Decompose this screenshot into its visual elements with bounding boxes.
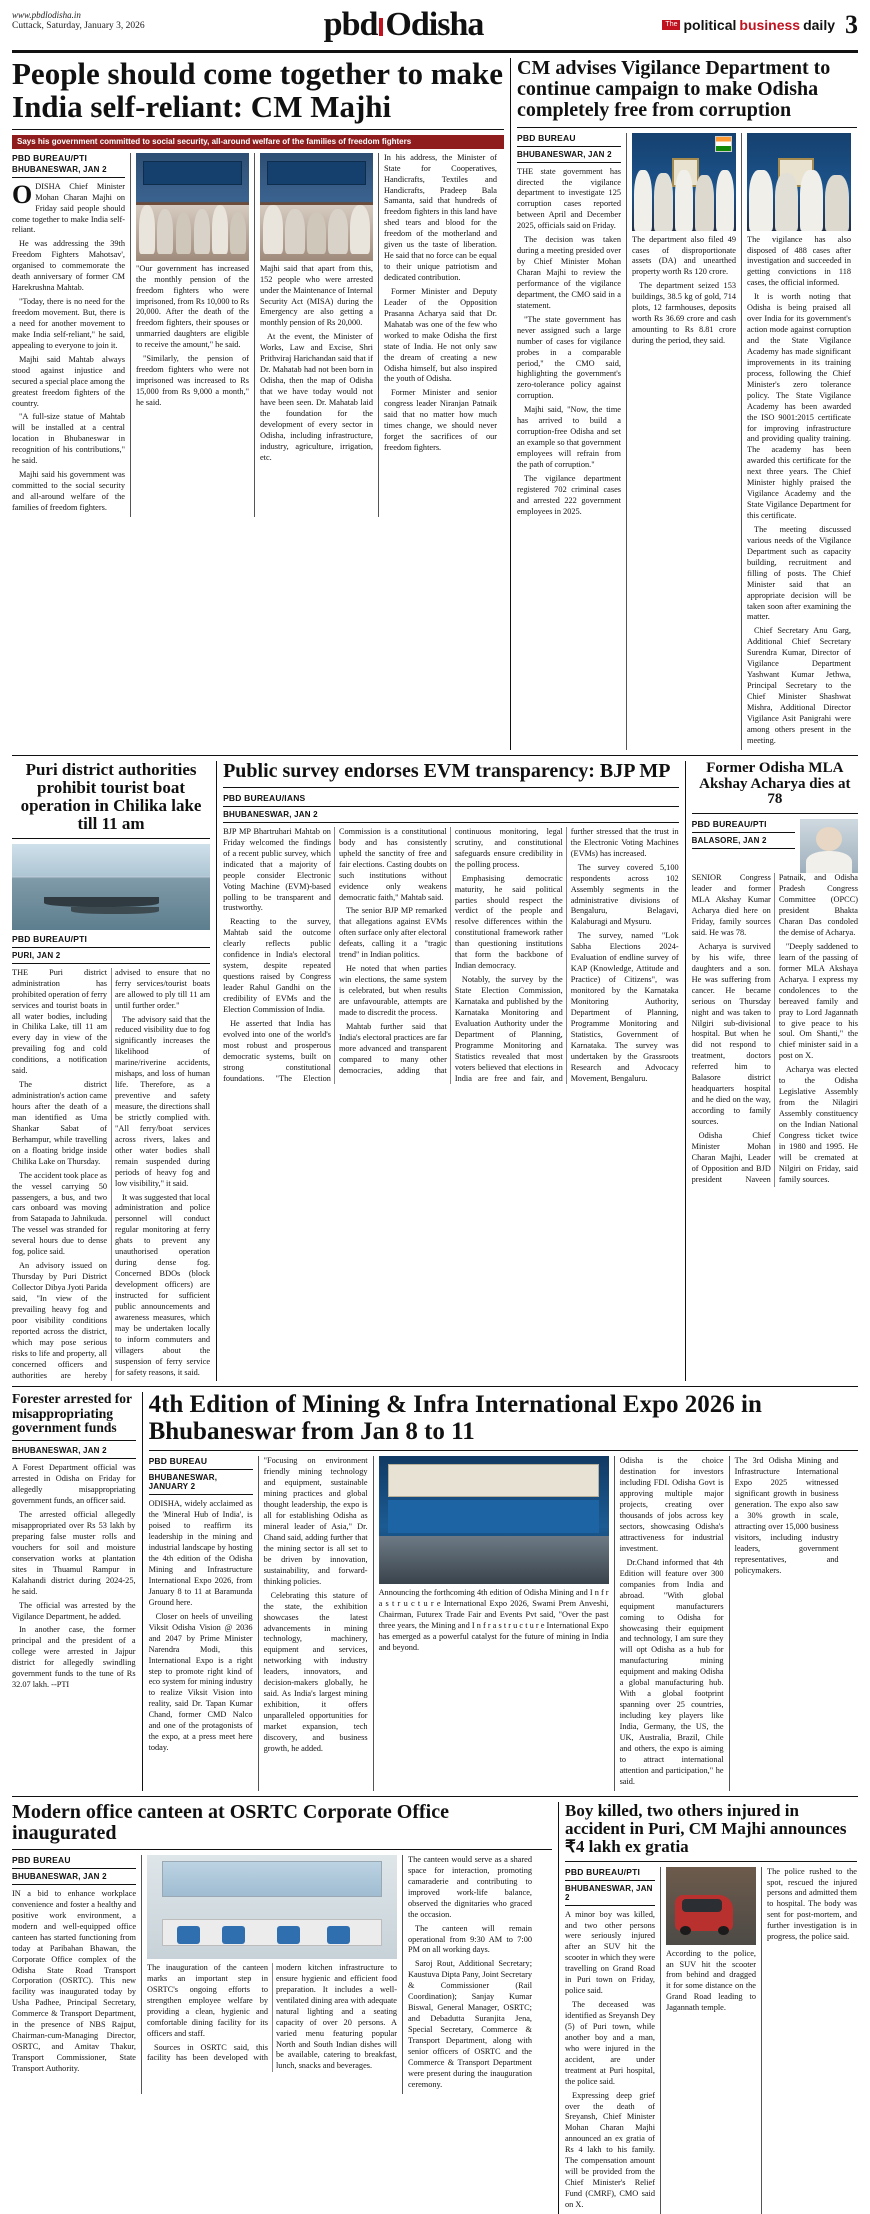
accident-story [565,1802,857,2214]
masthead-logo [145,6,663,44]
top-section [12,58,858,750]
canteen-para-2: Sources in OSRTC said, this facility has been developed with modern kitchen infrastructure to ensure hygienic and efficient food preparation. It includes a well-ventilated dining area with adequate natural lighting and a seating capacity of over 20 persons. A varied menu featuring popular North and South Indian dishes will be available, catering to breakfast, lunch, snacks and beverages. [147,1962,397,2071]
vigilance-photo-2 [747,133,851,231]
evm-para-5: Mahtab further said that India's electoral practices are far more advanced and transparent compared to many other democracies, adding that continuous monitoring, legal scrutiny, and constitutional safeguards ensure credibility in the polling process. [338,826,563,1075]
masthead-right [662,10,858,40]
lead-para-2: "Today, there is no need for the freedom movement. But, there is a need for another movement to make India self-reliant," he said, appealing to everyone to join it. [12,297,125,350]
vigilance-byline: PBD BUREAU [517,132,576,143]
lead-para-0: ODISHA Chief Minister Mohan Charan Majhi on Friday said people should come together to make India self-reliant. [12,179,125,235]
logo [145,6,663,44]
acharya-byline: PBD BUREAU/PTI [691,819,767,830]
chilika-para-1: The district administration's action came hours after the death of a man identified as Uma Shankar Sabat of Berhampur, while travelling on a floating bridge inside Chilika Lake on Thursday. [12,1080,108,1166]
lead-headline: People should come together to make India self-reliant: CM Majhi [12,56,504,124]
chilika-body [12,968,210,1382]
canteen-para-3: The canteen would serve as a shared space for interaction, promoting camaraderie and contributing to improved work-life balance, observed the dignitaries who graced the occasion. [408,1854,532,1919]
chilika-para-0: THE Puri district administration has prohibited operation of ferry services and tourist boats in all water bodies, including in Chilika Lake, till 11 am every day in view of the prevailing fog and cold conditions, a notification said. [12,967,108,1076]
logo-pbd: pbd [323,6,378,43]
lead-byline: PBD BUREAU/PTI [12,152,88,163]
evm-headline: Public survey endorses EVM transparency: BJP MP [223,759,671,782]
lead-para-9: At the event, the Minister of Works, Law and Excise, Shri Prithviraj Harichandan said that if Dr. Mahatab had not been born in Odisha, then the map of Odisha that we have today would not have been seen. Dr. Mahatab laid the foundation for the development of every sector in Odisha, including infrastructure, industry, agriculture, irrigation, etc. [260,332,373,462]
acharya-body [692,873,858,1187]
lead-photo-1 [136,153,249,261]
forester-headline: Forester arrested for misappropriating government funds [12,1391,132,1436]
accident-para-1: The deceased was identified as Sreyansh Dey (5) of Puri town, while another boy and a man, who were injured in the accident, are under treatment at Puri hospital, the police said. [565,2000,655,2086]
vigilance-para-1: The decision was taken during a meeting presided over by Chief Minister Mohan Charan Majhi to review the performance of the vigilance department, the CMO said in a statement. [517,235,621,310]
vigilance-para-9: The meeting discussed various needs of the Vigilance Department such as capacity building, recruitment and filling of posts. The Chief Minister said that an appropriate decision will be taken soon after examining the matter. [747,524,851,622]
vigilance-para-5: The department also filed 49 cases of disproportionate assets (DA) and unearthed property worth Rs 120 crore. [632,234,736,277]
lead-para-10: In his address, the Minister of State for Cooperatives, Handicrafts, Textiles and Handicrafts, Pradeep Bala Samanta, said that hundreds of freedom fighters in this land have shed tears and blood for the freedom of the motherland and given us the taste of liberation. He said that no force can be equal to their unique patriotism and dedicated contribution. [384,152,497,283]
vigilance-para-3: Majhi said, "Now, the time has arrived to build a corruption-free Odisha and set an example so that government employees will refrain from the path of corruption." [517,405,621,469]
canteen-photo [147,1855,397,1959]
accident-col-3 [767,1867,857,2214]
lead-para-5: Majhi said his government was committed to the social security and all-around welfare of the families of freedom fighters. [12,470,125,512]
mining-dateline: BHUBANESWAR, JANUARY 2 [148,1473,218,1492]
website-url: www.pbdlodisha.in [12,10,81,20]
masthead-left [12,10,145,33]
acharya-para-3: "Deeply saddened to learn of the passing of former MLA Akshaya Acharya. I express my condolences to the bereaved family and pray to Lord Jagannath to give peace to his soul. Om Shanti," the chief minister said in a post on X. [778,941,858,1061]
mining-para-0: ODISHA, widely acclaimed as the 'Mineral Hub of India', is poised to reaffirm its leadership in the mining and industrial landscape by hosting the 4th edition of the Odisha Mining and Infrastructure International Expo 2026, from January 8 to 11 at Baramunda Ground here. [148,1499,253,1607]
canteen-para-0: IN a bid to enhance workplace convenience and foster a healthy and positive work environment, a modern and well-equipped office canteen has started functioning from today at Paribahan Bhawan, the Corporate Office complex of the Odisha State Road Transport Corporation (OSRTC). This new facility was inaugurated today by Usha Padhee, Principal Secretary, Commerce & Transport Department, in the presence of NBS Rajput, Chairman-cum-Managing Director, OSRTC, and Amitav Thakur, Transport Commissioner, State Transport Authority. [12,1888,136,2073]
vigilance-story [517,58,857,750]
vigilance-para-8: It is worth noting that Odisha is being praised all over India for its government's action mode against corruption and the State Vigilance Academy has made significant improvements in its training process, following the Chief Minister's zero tolerance policy. The State Vigilance Academy has been awarded the ISO 9001:2015 certificate for improving infrastructure and providing quality training. The academy has been awarded this certificate for the next three years. The Chief Minister highly praised the Vigilance Academy and the State Vigilance Department for this certificate. [747,292,851,520]
forester-dateline: BHUBANESWAR, JAN 2 [12,1446,107,1456]
accident-photo [666,1867,756,1945]
mining-para-2: "Focusing on environment friendly mining technology and equipment, sustainable mining practices and global thought leadership, the expo is all for establishing Odisha as mineral leader of Asia," Dr. Chand said, adding further that the mining sector is all set to be driven by innovation, sustainability, and forward-thinking policies. [263,1456,368,1586]
vigilance-headline: CM advises Vigilance Department to continue campaign to make Odisha completely free from corruption [517,57,831,122]
accident-headline: Boy killed, two others injured in accident in Puri, CM Majhi announces ₹4 lakh ex gratia [565,1800,847,1856]
lead-para-1: He was addressing the 39th Freedom Fighters Mahotsav', organised to commemorate the death anniversary of former CM Harekrushna Mahtab. [12,239,125,293]
chilika-para-4: The advisory said that the reduced visibility due to fog significantly increases the likelihood of marine/riverine accidents, mishaps, and loss of human life. Therefore, as a preventive and safety measure, the directions shall be strictly complied with. "All ferry/boat services across rivers, lakes and other water bodies shall remain suspended during periods of heavy fog and low visibility," it said. [115,1014,211,1188]
chilika-story [12,761,210,1382]
acharya-para-1: Acharya is survived by his wife, three daughters and a son. He was suffering from cancer. He became serious on Thursday night and was taken to Nilgiri sub-divisional hospital. But when he did not respond to treatment, doctors referred him to Balasore district headquarters hospital and he died on the way, according to family sources. [691,941,771,1126]
accident-photo-col [666,1867,756,2214]
lead-dateline: BHUBANESWAR, JAN 2 [12,164,107,174]
mining-para-1: Closer on heels of unveiling Viksit Odisha Vision @ 2036 and 2047 by Prime Minister Narendra Modi, this International Expo is a right step to promote right kind of eco system for mining industry to realize Viksit Vision into reality, said Dr. Tapan Kumar Chand, former CMD Nalco and one of the protagonists of the expo, at a press meet here today. [148,1611,253,1753]
canteen-para-4: The canteen will remain operational from 9:30 AM to 7:00 PM on all working days. [408,1923,532,1955]
canteen-headline: Modern office canteen at OSRTC Corporate Office inaugurated [12,1800,449,1844]
middle-section [12,761,858,1382]
acharya-para-2: Odisha Chief Minister Mohan Charan Majhi, Leader of Opposition and BJD president Naveen Patnaik, and Odisha Pradesh Congress Committee (OPCC) president Bhakta Charan Das condoled the demise of Acharya. [691,873,858,1184]
evm-body [223,827,679,1085]
lead-para-12: Former Minister and senior congress leader Niranjan Patnaik said that no matter how much times change, we should never forget the sacrifices of our freedom fighters. [384,388,497,453]
tagline-political: political [683,17,737,33]
third-section [12,1392,858,1790]
mining-para-6: Dr.Chand informed that 4th Edition will feature over 300 companies from India and abroad. "With global equipment manufacturers coming to Odisha for showcasing their equipment and technology, I am sure they will opt Odisha as a hub for manufacturing mining equipment and making Odisha a global manufacturing hub. With a global footprint spanning over 25 countries, including key players like India, Germany, the US, the UK, Australia, Brazil, Chile and others, the expo is aiming to attract international attention and participation," he said. [619,1557,724,1786]
vigilance-para-10: Chief Secretary Anu Garg, Additional Chief Secretary Surendra Kumar, Director of Vigilance Department Yashwant Kumar Jethwa, Principal Secretary to the Chief Minister Shashwat Mishra, Additional Director Vigilance Asit Panigrahi were among others present in the meeting. [747,626,851,745]
vigilance-para-6: The department seized 153 buildings, 38.5 kg of gold, 714 plots, 12 farmhouses, deposits worth Rs 36.69 crore and cash amounting to Rs 8.81 crore during the period, they said. [632,281,736,345]
forester-para-3: In another case, the former principal and the president of a college were arrested in Jajpur district for allegedly swindling government funds to the tune of Rs 32.07 lakh. --PTI [12,1625,136,1690]
forester-para-1: The arrested official allegedly misappropriated over Rs 53 lakh by preparing false muster rolls and vouchers for soil and moisture conservation works at plantation sites in Thuamul Rampur in Kalahandi district during 2024-25, he said. [12,1510,136,1596]
canteen-col-1 [12,1855,136,2094]
vigilance-para-7: The vigilance has also disposed of 488 cases after investigation and succeeded in getting convictions in 118 cases, the official informed. [747,234,851,288]
accident-col-1 [565,1867,655,2214]
accident-byline: PBD BUREAU/PTI [565,1866,641,1877]
mining-story [149,1392,858,1790]
vigilance-col-2 [632,133,736,750]
accident-dateline: BHUBANESWAR, JAN 2 [565,1883,653,1902]
mining-col-5 [735,1456,839,1790]
vigilance-col-1 [517,133,621,750]
evm-para-7: Notably, the survey by the State Election Commission, Karnataka and published by the Karnataka Monitoring and Evaluation Authority under the Department of Planning, Programme Monitoring and Statistics revealed that most voters believed that elections in India are free and fair, and further stressed that the trust in the Electronic Voting Machines (EVMs) has increased. [454,826,679,1083]
vigilance-col-3 [747,133,851,750]
lead-col-2 [136,153,249,517]
accident-para-3: According to the police, an SUV hit the scooter from behind and dragged it for some distance on the Grand Road leading to Jagannath temple. [666,1948,756,2013]
lead-kicker: Says his government committed to social security, all-around welfare of the families of freedom fighters [12,135,504,149]
evm-para-8: The survey covered 5,100 respondents across 102 Assembly segments in the administrative divisions of Bengaluru, Belagavi, Kalaburagi and Mysuru. [570,862,679,927]
lead-para-8: Majhi said that apart from this, 152 people who were arrested under the Maintenance of Internal Security Act (MISA) during the Emergency are also getting a monthly pension of Rs 20,000. [260,263,373,328]
mining-col-4 [620,1456,724,1790]
mining-col-2 [264,1456,368,1790]
masthead-rule-thin [12,52,858,53]
mining-photo [379,1456,609,1584]
lead-col-4 [384,153,497,517]
lead-col-3 [260,153,373,517]
evm-para-9: The survey, named "Lok Sabha Elections 2024- Evaluation of endline survey of KAP (Knowledge, Attitude and Practice) of Citizens", was monitored by the Karnataka Monitoring Authority, Department of Planning, Programme Monitoring and Statistics, Government of Karnataka. The survey was undertaken by the Grassroots Research and Advocacy Movement, Bengaluru. [570,931,679,1083]
lead-story [12,58,504,750]
evm-para-0: BJP MP Bhartruhari Mahtab on Friday welcomed the findings of a recent public survey, which indicated that a majority of people consider Electronic Voting Machine (EVM)-based polling to be transparent and trustworthy. [223,826,331,913]
acharya-para-0: SENIOR Congress leader and former MLA Akshay Kumar Acharya died here on Friday, family sources said. He was 78. [691,873,771,938]
lead-para-7: "Similarly, the pension of freedom fighters who were not imprisoned was increased to Rs 15,000 from Rs 9,000 a month," he said. [136,354,249,407]
forester-para-2: The official was arrested by the Vigilance Department, he added. [12,1600,136,1621]
forester-story [12,1392,136,1790]
evm-byline: PBD BUREAU/IANS [223,792,306,803]
mining-headline: 4th Edition of Mining & Infra International Expo 2026 in Bhubaneswar from Jan 8 to 11 [148,1391,762,1445]
acharya-photo [800,819,858,873]
masthead [12,6,858,48]
mining-para-4: Announcing the forthcoming 4th edition of Odisha Mining and I n f r a s t r u c t u r e International Expo 2026, Swami Prem Anveshi, Chairman, Futurex Trade Fair and Events Pvt said, "Over the past three years, the Mining and I n f r a s t r u c t u r e International Expo has emerged as a powerful catalyst for the future of mining in India and beyond. [378,1588,609,1653]
chilika-dateline: PURI, JAN 2 [12,950,61,960]
canteen-dateline: BHUBANESWAR, JAN 2 [12,1871,107,1881]
mining-photo-col [379,1456,609,1790]
vigilance-para-4: The vigilance department registered 702 criminal cases and arrested 222 government employees in 2025. [517,473,621,516]
chilika-headline: Puri district authorities prohibit tourist boat operation in Chilika lake till 11 am [20,759,202,833]
accident-para-2: Expressing deep grief over the death of Sreyansh, Chief Minister Mohan Charan Majhi announced an ex gratia of Rs 4 lakh to his family. The compensation amount will be provided from the Chief Minister's Relief Fund (CMRF), CMO said on X. [565,2090,655,2209]
lead-para-11: Former Minister and Deputy Leader of the Opposition Prasanna Acharya said that Dr. Mahatab was one of the few who worked to make Odisha the first state of India. He not only saw the dream of creating a new Odisha himself, but also inspired the youth of Odisha. [384,286,497,384]
place-date: Cuttack, Saturday, January 3, 2026 [12,21,145,32]
section-divider-1 [12,755,858,756]
tagline [662,17,835,33]
chilika-para-3: An advisory issued on Thursday by Puri District Collector Dibya Jyoti Parida said, "In view of the prevailing heavy fog and poor visibility conditions reported across the district, which may pose serious risks to life and property, all concerned officers and authorities are hereby advised to ensure that no ferry services/tourist boats are allowed to ply till 11 am until further order." [12,967,211,1380]
mining-para-5: Odisha is the choice destination for investors including FDI. Odisha Govt is approving multiple major projects, creating over thousands of jobs across key sectors, showcasing Odisha's attractiveness for industrial investment. [619,1456,724,1553]
lead-photo-2 [260,153,373,261]
canteen-story [12,1802,552,2214]
logo-odisha: Odisha [385,6,484,43]
canteen-para-5: Saroj Rout, Additional Secretary; Kaustuva Dipta Pany, Joint Secretary & Commissioner (Rail Coordination); Sanjay Kumar Biswal, General Manager, OSRTC; and Debadutta Suranjita Jena, Special Secretary, Commerce & Transport Department, along with senior officers of OSRTC and the Commerce & Transport Department were present during the inauguration ceremony. [408,1959,532,2089]
canteen-para-1: The inauguration of the canteen marks an important step in OSRTC's ongoing efforts to strengthen employee welfare by providing a clean, hygienic and comfortable dining facility for its officers and staff. [147,1962,268,2038]
evm-para-1: Reacting to the survey, Mahtab said the outcome clearly reflects public confidence in India's electoral system, despite repeated questions raised by Congress leader Rahul Gandhi on the credibility of EVMs and the Election Commission of India. [223,917,331,1014]
accident-para-0: A minor boy was killed, and two other persons were seriously injured after an SUV hit the scooter in which they were travelling on Grand Road in Puri town on Friday, police said. [565,1909,655,1996]
forester-para-0: A Forest Department official was arrested in Odisha on Friday for allegedly misappropriating government funds, an officer said. [12,1463,136,1506]
canteen-photo-col [147,1855,397,2094]
chilika-photo [12,844,210,930]
vigilance-para-0: THE state government has directed the vigilance department to investigate 125 corruption cases reported between April and December 2025, officials said on Friday. [517,166,621,231]
canteen-byline: PBD BUREAU [12,1854,71,1865]
vigilance-para-2: "The state government has never assigned such a large number of cases for vigilance probes in a comparable period," the CMO said, highlighting the government's zero-tolerance policy against corruption. [517,314,621,401]
lead-col-1 [12,153,125,517]
mining-byline: PBD BUREAU [148,1456,208,1467]
tagline-daily: daily [803,17,835,33]
lead-para-6: "Our government has increased the monthly pension of the freedom fighters who were imprisoned, from Rs 10,000 to Rs 20,000. After the death of the freedom fighters, their spouses or unmarried daughters are eligible to receive the amount," he said. [136,263,249,350]
tagline-the: The [662,20,680,30]
acharya-story [692,761,858,1382]
evm-para-2: He asserted that India has evolved into one of the world's most robust and prosperous democratic systems, built on strong constitutional foundations. "The Election Commission is a constitutional body and has consistently upheld the sanctity of free and fair elections. Casting doubts on such institutions without evidence only weakens democratic faith," Mahtab said. [223,826,447,1083]
acharya-headline: Former Odisha MLA Akshay Acharya dies at 78 [699,759,851,808]
evm-para-4: He noted that when parties win elections, the same system is celebrated, but when results are unfavourable, attempts are made to discredit the process. [338,964,447,1017]
tagline-business: business [739,17,801,33]
acharya-para-4: Acharya was elected to the Odisha Legislative Assembly from the Nilagiri Assembly constituency on the Indian National Congress ticket twice in 1980 and 1995. He will be cremated at Nilgiri on Friday, said family sources. [778,1065,858,1184]
evm-dateline: BHUBANESWAR, JAN 2 [223,809,318,819]
accident-para-4: The police rushed to the spot, rescued the injured persons and admitted them to hospital. The body was sent for post-mortem, and further investigation is in progress, the police said. [767,1866,857,1942]
chilika-para-2: The accident took place as the vessel carrying 50 passengers, a bus, and two cars onboard was moving from Satapada to Jahnikuda. The vessel was stranded for several hours due to dense fog, police said. [12,1170,108,1257]
section-divider-3 [12,1796,858,1797]
mining-para-3: Celebrating this stature of the state, the exhibition showcases the latest advancements in mining technology, machinery, equipment and services, networking with industry leaders, innovators, and decision-makers globally, he said. As India's largest mining exhibition, it offers unparalleled opportunities for market expansion, tech discovery, and business growth, he added. [263,1590,368,1753]
vigilance-photo [632,133,736,231]
section-divider-2 [12,1386,858,1387]
bottom-section [12,1802,858,2214]
mining-para-7: The 3rd Odisha Mining and Infrastructure International Expo 2025 witnessed significant growth in business generation. The expo also saw a 30% growth in scale, attracting over 15,000 business visitors, including industry leaders, government representatives, and policymakers. [734,1456,839,1575]
lead-para-4: "A full-size statue of Mahtab will be installed at a central location in Bhubaneswar in recognition of his contributions," he said. [12,412,125,466]
chilika-byline: PBD BUREAU/PTI [12,933,88,944]
acharya-dateline: BALASORE, JAN 2 [691,836,767,846]
page-number: 3 [845,10,858,39]
lead-para-3: Majhi said Mahtab always stood against injustice and secured a special place among the greatest freedom fighters of the country. [12,354,125,408]
mining-col-1 [149,1456,253,1790]
canteen-col-3 [408,1855,532,2094]
chilika-para-5: It was suggested that local administration and police personnel will conduct regular monitoring at ferry ghats to prevent any unauthorised operation during dense fog. Concerned BDOs (block development officers) are instructed for sufficient public announcements and awareness measures, which may be undertaken locally to inform commuters and villagers about the suspension of ferry service for safety reasons, it said. [115,1192,211,1377]
evm-para-6: Emphasising democratic maturity, he said political parties should respect the verdict of the people and resolve differences within the constitutional framework rather than questioning institutions that form the backbone of Indian democracy. [454,873,563,971]
vigilance-dateline: BHUBANESWAR, JAN 2 [517,149,612,159]
evm-para-3: The senior BJP MP remarked that allegations against EVMs often surface only after electoral defeats, calling it a "tragic trend" in Indian politics. [338,906,447,960]
evm-story [223,761,679,1382]
